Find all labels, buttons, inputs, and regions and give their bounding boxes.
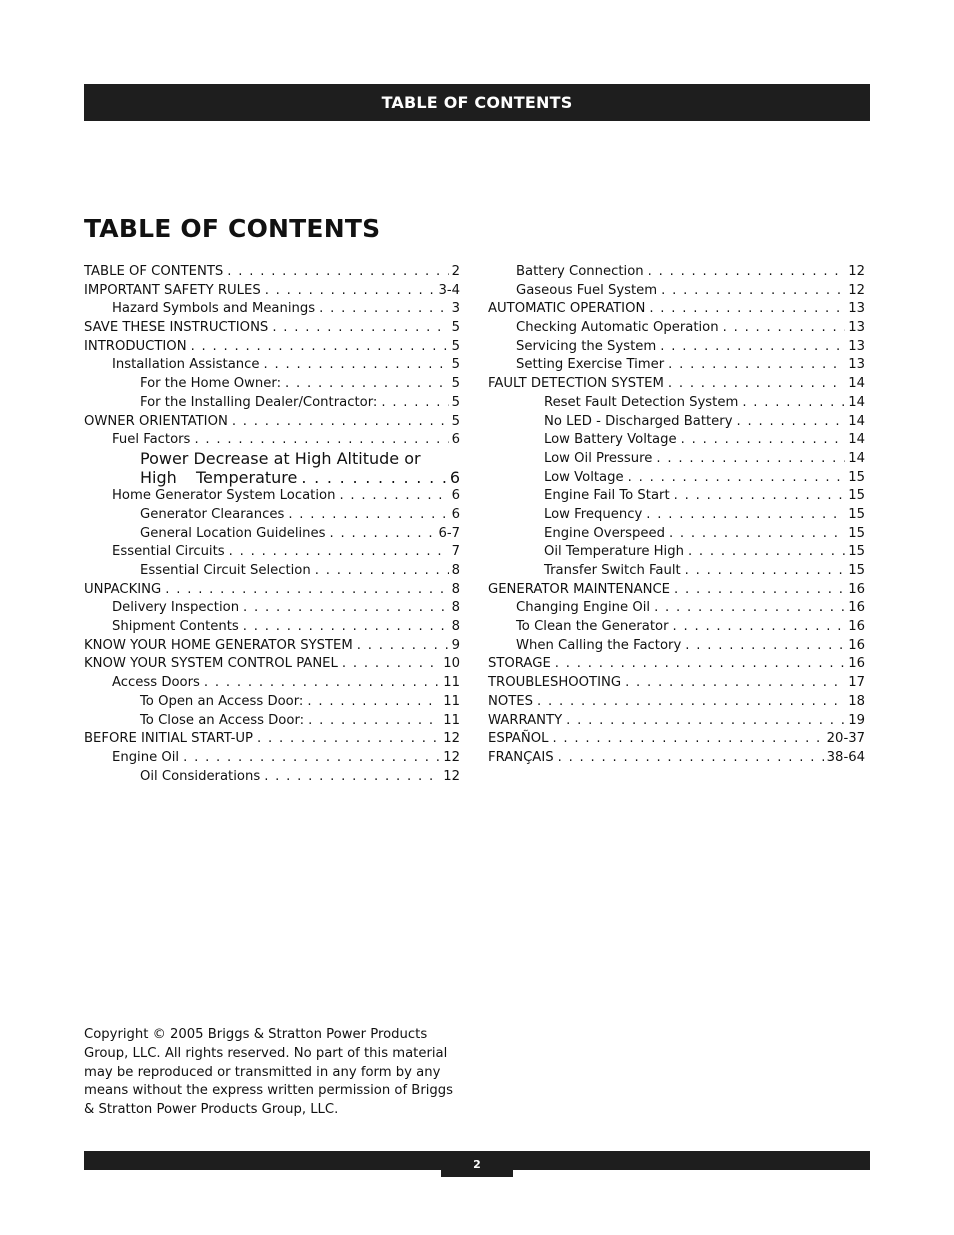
dot-leader bbox=[272, 319, 448, 338]
toc-entry[interactable] bbox=[488, 618, 865, 637]
dot-leader bbox=[673, 618, 846, 637]
dot-leader bbox=[381, 394, 448, 413]
toc-entry-label: FRANÇAIS bbox=[488, 749, 554, 765]
toc-entry-label: ESPAÑOL bbox=[488, 731, 549, 747]
dot-leader bbox=[656, 450, 845, 469]
dot-leader bbox=[183, 749, 440, 768]
toc-entry-page: 14 bbox=[848, 376, 865, 392]
dot-leader bbox=[204, 674, 440, 693]
dot-leader bbox=[685, 562, 846, 581]
dot-leader bbox=[301, 469, 446, 488]
toc-entry-page: 8 bbox=[451, 581, 460, 597]
dot-leader bbox=[628, 469, 846, 488]
toc-entry-label: To Close an Access Door: bbox=[140, 712, 305, 728]
toc-entry-page: 15 bbox=[848, 488, 865, 504]
dot-leader bbox=[339, 487, 448, 506]
toc-entry-page: 18 bbox=[848, 693, 865, 709]
toc-entry[interactable] bbox=[488, 506, 865, 525]
dot-leader bbox=[649, 300, 845, 319]
toc-entry-page: 13 bbox=[848, 320, 865, 336]
toc-entry[interactable] bbox=[84, 712, 460, 731]
toc-entry-page: 12 bbox=[848, 264, 865, 279]
dot-leader bbox=[723, 319, 846, 338]
toc-entry[interactable] bbox=[488, 263, 865, 282]
toc-entry[interactable] bbox=[84, 637, 460, 656]
toc-entry[interactable] bbox=[488, 749, 865, 768]
toc-entry-page: 12 bbox=[443, 749, 460, 765]
toc-entry[interactable] bbox=[488, 282, 865, 301]
toc-entry[interactable] bbox=[84, 319, 460, 338]
page-number: 2 bbox=[473, 1157, 481, 1171]
toc-entry-page: 11 bbox=[443, 712, 460, 728]
toc-entry[interactable] bbox=[84, 413, 460, 432]
toc-entry-label: Essential Circuit Selection bbox=[140, 563, 311, 578]
toc-entry[interactable] bbox=[488, 693, 865, 712]
toc-entry-label: Servicing the System bbox=[516, 338, 657, 354]
dot-leader bbox=[227, 263, 448, 282]
toc-entry-label: Oil Considerations bbox=[140, 768, 261, 784]
toc-entry[interactable] bbox=[488, 394, 865, 413]
toc-entry-label: Transfer Switch Fault bbox=[544, 563, 681, 578]
dot-leader bbox=[648, 263, 846, 282]
copyright-notice: Copyright © 2005 Briggs & Stratton Power Products Group, LLC. All rights reserved. No part of this material may be reproduced or transmitted in any form by any means without the express written permission of Briggs & Stratton Power Products Group, LLC. bbox=[84, 1027, 454, 1118]
toc-entry-page: 5 bbox=[451, 413, 460, 429]
toc-entry[interactable] bbox=[84, 375, 460, 394]
toc-entry-page: 6 bbox=[451, 432, 460, 448]
toc-entry-page: 15 bbox=[848, 506, 865, 522]
toc-entry[interactable] bbox=[488, 469, 865, 488]
toc-entry-page: 13 bbox=[848, 301, 865, 317]
toc-left-column bbox=[84, 263, 460, 786]
toc-entry-page: 6 bbox=[451, 506, 460, 522]
toc-entry-label: Engine Overspeed bbox=[544, 525, 665, 541]
dot-leader bbox=[288, 506, 448, 525]
toc-entry[interactable] bbox=[84, 394, 460, 413]
toc-entry-label: SAVE THESE INSTRUCTIONS bbox=[84, 320, 269, 336]
toc-entry-label: Low Battery Voltage bbox=[544, 432, 677, 448]
dot-leader bbox=[669, 525, 845, 544]
dot-leader bbox=[668, 375, 845, 394]
toc-entry[interactable] bbox=[488, 637, 865, 656]
toc-entry-page: 6 bbox=[449, 467, 460, 487]
toc-entry-label: Engine Oil bbox=[112, 749, 180, 765]
dot-leader bbox=[558, 749, 824, 768]
toc-entry-label: FAULT DETECTION SYSTEM bbox=[488, 376, 664, 392]
toc-entry[interactable] bbox=[84, 599, 460, 618]
toc-entry-page: 5 bbox=[451, 357, 460, 373]
toc-entry-page: 14 bbox=[848, 394, 865, 410]
toc-entry-page: 9 bbox=[451, 637, 460, 653]
dot-leader bbox=[661, 282, 845, 301]
toc-entry-label: STORAGE bbox=[488, 656, 551, 672]
toc-entry-label: Power Decrease at High Altitude or High bbox=[140, 448, 421, 487]
toc-entry[interactable] bbox=[488, 431, 865, 450]
toc-entry-page: 14 bbox=[848, 432, 865, 448]
toc-entry-page: 11 bbox=[443, 675, 460, 691]
toc-entry-label: Low Oil Pressure bbox=[544, 450, 653, 466]
dot-leader bbox=[625, 674, 845, 693]
toc-entry[interactable] bbox=[488, 581, 865, 600]
toc-entry[interactable] bbox=[84, 282, 460, 301]
toc-entry-page: 15 bbox=[848, 563, 865, 578]
toc-entry[interactable] bbox=[84, 543, 460, 562]
toc-entry[interactable] bbox=[488, 655, 865, 674]
toc-entry-page: 5 bbox=[451, 376, 460, 392]
toc-entry[interactable] bbox=[488, 413, 865, 432]
page-number-tab bbox=[441, 1151, 513, 1177]
toc-entry-label: For the Installing Dealer/Contractor: bbox=[140, 394, 378, 410]
toc-entry[interactable] bbox=[84, 655, 460, 674]
toc-entry-label: INTRODUCTION bbox=[84, 338, 187, 354]
dot-leader bbox=[342, 655, 440, 674]
toc-entry[interactable] bbox=[488, 300, 865, 319]
toc-entry-page: 12 bbox=[443, 731, 460, 747]
toc-entry[interactable] bbox=[84, 263, 460, 282]
toc-entry-label: Fuel Factors bbox=[112, 432, 191, 448]
toc-entry[interactable] bbox=[488, 543, 865, 562]
toc-entry-label: Setting Exercise Timer bbox=[516, 357, 665, 373]
toc-entry-label: No LED - Discharged Battery bbox=[544, 413, 733, 429]
dot-leader bbox=[285, 375, 449, 394]
dot-leader bbox=[315, 562, 449, 581]
toc-entry-label: Access Doors bbox=[112, 675, 200, 691]
toc-entry[interactable] bbox=[84, 693, 460, 712]
toc-entry[interactable] bbox=[488, 356, 865, 375]
dot-leader bbox=[685, 637, 845, 656]
toc-entry[interactable] bbox=[84, 618, 460, 637]
dot-leader bbox=[265, 282, 436, 301]
toc-entry[interactable] bbox=[84, 768, 460, 787]
toc-entry-page: 6 bbox=[451, 488, 460, 504]
toc-entry-page: 38-64 bbox=[826, 749, 865, 765]
toc-entry-label: Essential Circuits bbox=[112, 544, 225, 560]
toc-entry[interactable] bbox=[488, 562, 865, 581]
toc-entry-label: Hazard Symbols and Meanings bbox=[112, 301, 316, 317]
toc-entry[interactable] bbox=[488, 525, 865, 544]
toc-entry[interactable] bbox=[488, 319, 865, 338]
toc-entry-page: 5 bbox=[451, 320, 460, 336]
page-title: TABLE OF CONTENTS bbox=[84, 214, 381, 243]
toc-entry-page: 16 bbox=[848, 581, 865, 597]
dot-leader bbox=[257, 730, 440, 749]
toc-entry[interactable] bbox=[488, 487, 865, 506]
toc-entry-label: IMPORTANT SAFETY RULES bbox=[84, 282, 261, 298]
dot-leader bbox=[742, 394, 845, 413]
dot-leader bbox=[654, 599, 845, 618]
toc-entry[interactable] bbox=[84, 581, 460, 600]
toc-right-column bbox=[488, 263, 865, 768]
toc-entry-page: 16 bbox=[848, 600, 865, 616]
toc-entry-label: GENERATOR MAINTENANCE bbox=[488, 581, 670, 597]
toc-entry[interactable] bbox=[84, 674, 460, 693]
dot-leader bbox=[537, 693, 845, 712]
toc-entry-page: 16 bbox=[848, 637, 865, 653]
toc-entry[interactable] bbox=[84, 300, 460, 319]
toc-entry[interactable] bbox=[488, 712, 865, 731]
dot-leader bbox=[555, 655, 845, 674]
toc-entry[interactable] bbox=[488, 730, 865, 749]
toc-entry-label: Generator Clearances bbox=[140, 506, 285, 522]
dot-leader bbox=[243, 618, 449, 637]
toc-entry[interactable] bbox=[84, 450, 460, 487]
toc-entry-label: BEFORE INITIAL START-UP bbox=[84, 731, 254, 747]
toc-entry-label: OWNER ORIENTATION bbox=[84, 413, 228, 429]
toc-entry[interactable] bbox=[488, 375, 865, 394]
toc-entry-label: Checking Automatic Operation bbox=[516, 320, 719, 336]
dot-leader bbox=[191, 338, 449, 357]
toc-entry[interactable] bbox=[84, 749, 460, 768]
toc-entry-label: Home Generator System Location bbox=[112, 488, 336, 504]
toc-entry-label: Shipment Contents bbox=[112, 619, 239, 635]
dot-leader bbox=[243, 599, 449, 618]
toc-entry[interactable] bbox=[488, 450, 865, 469]
toc-entry[interactable] bbox=[84, 562, 460, 581]
toc-entry-page: 2 bbox=[451, 264, 460, 279]
dot-leader bbox=[330, 525, 436, 544]
toc-entry-label: Installation Assistance bbox=[112, 357, 260, 373]
dot-leader bbox=[229, 543, 449, 562]
toc-entry-label: Engine Fail To Start bbox=[544, 488, 670, 504]
toc-entry-page: 5 bbox=[451, 394, 460, 410]
toc-entry-label: UNPACKING bbox=[84, 581, 162, 597]
toc-entry-page: 12 bbox=[848, 282, 865, 298]
dot-leader bbox=[319, 300, 448, 319]
toc-entry[interactable] bbox=[84, 525, 460, 544]
dot-leader bbox=[307, 693, 440, 712]
dot-leader bbox=[660, 338, 845, 357]
dot-leader bbox=[668, 356, 845, 375]
toc-entry[interactable] bbox=[84, 506, 460, 525]
toc-entry-label: KNOW YOUR SYSTEM CONTROL PANEL bbox=[84, 656, 338, 672]
toc-entry-label: Oil Temperature High bbox=[544, 544, 684, 560]
toc-entry-page: 3-4 bbox=[438, 282, 460, 298]
toc-entry[interactable] bbox=[488, 674, 865, 693]
toc-entry-label: General Location Guidelines bbox=[140, 525, 326, 541]
dot-leader bbox=[674, 581, 845, 600]
dot-leader bbox=[681, 431, 846, 450]
toc-entry-page: 20-37 bbox=[826, 731, 865, 747]
toc-entry-page: 15 bbox=[848, 469, 865, 485]
toc-entry-label: KNOW YOUR HOME GENERATOR SYSTEM bbox=[84, 637, 353, 653]
dot-leader bbox=[566, 712, 845, 731]
dot-leader bbox=[646, 506, 845, 525]
dot-leader bbox=[194, 431, 448, 450]
toc-entry-page: 17 bbox=[848, 675, 865, 691]
header-title: TABLE OF CONTENTS bbox=[381, 93, 573, 112]
toc-entry-label: Gaseous Fuel System bbox=[516, 282, 658, 298]
toc-entry-label: NOTES bbox=[488, 693, 534, 709]
dot-leader bbox=[674, 487, 846, 506]
toc-entry-label: To Clean the Generator bbox=[516, 619, 669, 635]
toc-entry-page: 16 bbox=[848, 619, 865, 635]
toc-entry-label: WARRANTY bbox=[488, 712, 563, 728]
dot-leader bbox=[232, 413, 449, 432]
toc-entry-label: To Open an Access Door: bbox=[140, 693, 304, 709]
toc-entry-label: Delivery Inspection bbox=[112, 600, 240, 616]
dot-leader bbox=[264, 356, 449, 375]
toc-entry[interactable] bbox=[84, 487, 460, 506]
dot-leader bbox=[264, 768, 440, 787]
dot-leader bbox=[308, 712, 440, 731]
toc-entry-label: When Calling the Factory bbox=[516, 637, 682, 653]
toc-entry-page: 5 bbox=[451, 338, 460, 354]
toc-entry-page: 3 bbox=[451, 301, 460, 317]
toc-entry-page: 13 bbox=[848, 357, 865, 373]
toc-entry-page: 14 bbox=[848, 450, 865, 466]
toc-entry-page: 6-7 bbox=[438, 525, 460, 541]
toc-entry-label: For the Home Owner: bbox=[140, 376, 282, 392]
toc-entry-label: Low Voltage bbox=[544, 469, 624, 485]
dot-leader bbox=[552, 730, 823, 749]
toc-entry-page: 12 bbox=[443, 768, 460, 784]
toc-entry-page: 11 bbox=[443, 693, 460, 709]
toc-entry[interactable] bbox=[84, 338, 460, 357]
dot-leader bbox=[165, 581, 448, 600]
toc-entry-page: 15 bbox=[848, 525, 865, 541]
toc-entry-page: 13 bbox=[848, 338, 865, 354]
toc-entry[interactable] bbox=[84, 356, 460, 375]
toc-entry-label: AUTOMATIC OPERATION bbox=[488, 301, 646, 317]
toc-entry-page: 16 bbox=[848, 656, 865, 672]
toc-entry-page: 14 bbox=[848, 413, 865, 429]
toc-entry-label: TROUBLESHOOTING bbox=[488, 675, 622, 691]
toc-entry-label: Battery Connection bbox=[516, 264, 644, 279]
toc-entry-page: 7 bbox=[451, 544, 460, 560]
dot-leader bbox=[357, 637, 449, 656]
toc-entry-label: Changing Engine Oil bbox=[516, 600, 651, 616]
toc-entry[interactable] bbox=[488, 599, 865, 618]
toc-entry-label: TABLE OF CONTENTS bbox=[84, 264, 224, 279]
toc-entry-page: 8 bbox=[451, 600, 460, 616]
toc-entry-label: Low Frequency bbox=[544, 506, 643, 522]
dot-leader bbox=[688, 543, 845, 562]
toc-entry-page: 10 bbox=[443, 656, 460, 672]
toc-entry-page: 19 bbox=[848, 712, 865, 728]
toc-entry-page: 8 bbox=[451, 563, 460, 578]
toc-entry[interactable] bbox=[488, 338, 865, 357]
toc-entry-label-continued: Temperature bbox=[196, 467, 298, 487]
toc-entry-page: 8 bbox=[451, 619, 460, 635]
toc-entry[interactable] bbox=[84, 431, 460, 450]
dot-leader bbox=[737, 413, 846, 432]
toc-entry[interactable] bbox=[84, 730, 460, 749]
header-bar bbox=[84, 84, 870, 121]
toc-entry-page: 15 bbox=[848, 544, 865, 560]
toc-entry-label: Reset Fault Detection System bbox=[544, 394, 739, 410]
